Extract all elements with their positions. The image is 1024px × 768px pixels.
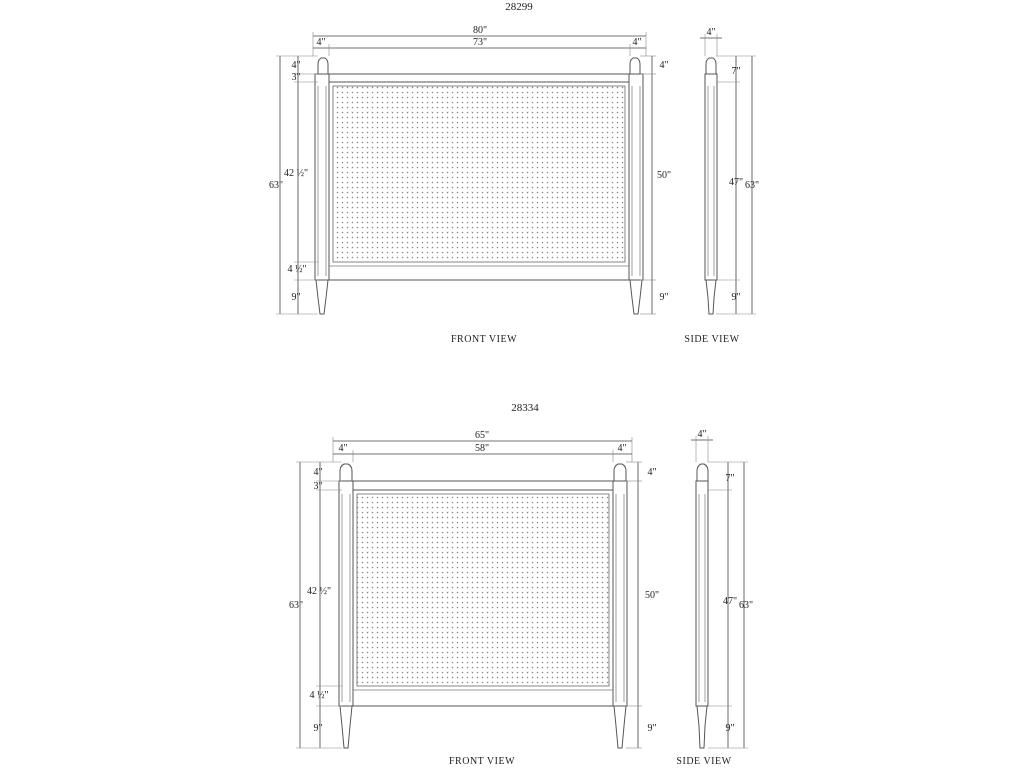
right-leg — [614, 706, 626, 748]
dim-side-depth: 4" — [697, 429, 707, 440]
dim-side-top: 7" — [731, 66, 741, 77]
dim-headboard-height: 50" — [656, 170, 672, 181]
dim-finial: 4" — [313, 467, 323, 478]
left-post — [315, 74, 329, 280]
dim-post-left: 4" — [338, 443, 348, 454]
top-rail — [329, 74, 629, 82]
side-view-label: SIDE VIEW — [684, 334, 740, 345]
cane-panel — [357, 494, 609, 686]
front-view-headboard — [339, 464, 627, 748]
drawing-28334 — [289, 402, 753, 767]
dim-side-middle: 47" — [722, 596, 738, 607]
side-view — [691, 429, 753, 748]
dim-post-right: 4" — [617, 443, 627, 454]
dim-finial-right: 4" — [647, 467, 657, 478]
dim-panel-width: 58" — [474, 443, 490, 454]
dim-headboard-height: 50" — [644, 590, 660, 601]
dim-leg-right: 9" — [659, 292, 669, 303]
dim-side-overall: 63" — [744, 180, 760, 191]
model-number: 28334 — [511, 402, 539, 414]
dim-side-depth: 4" — [706, 27, 716, 38]
side-finial — [706, 58, 716, 74]
dim-overall-height: 63" — [288, 600, 304, 611]
side-post — [696, 481, 708, 706]
dim-leg-right: 9" — [647, 723, 657, 734]
dim-rail: 3" — [291, 72, 301, 83]
dim-side-top: 7" — [725, 473, 735, 484]
dim-panel-height: 42 ½" — [283, 168, 309, 179]
dim-rail: 3" — [313, 481, 323, 492]
front-view-headboard — [315, 58, 643, 314]
dim-leg-left: 9" — [291, 292, 301, 303]
side-view-label: SIDE VIEW — [676, 756, 732, 767]
side-leg — [706, 280, 716, 314]
top-rail — [353, 481, 613, 490]
left-leg — [340, 706, 352, 748]
dim-side-overall: 63" — [738, 600, 754, 611]
dim-bottom-rail: 4 ½" — [287, 264, 307, 275]
dim-leg-left: 9" — [313, 723, 323, 734]
right-finial — [614, 464, 626, 481]
dim-finial: 4" — [291, 60, 301, 71]
dim-post-left: 4" — [316, 37, 326, 48]
left-leg — [316, 280, 328, 314]
dim-side-leg: 9" — [725, 723, 735, 734]
dim-panel-height: 42 ½" — [306, 586, 332, 597]
left-post — [339, 481, 353, 706]
front-view-label: FRONT VIEW — [450, 334, 518, 345]
right-post — [629, 74, 643, 280]
dim-panel-width: 73" — [472, 37, 488, 48]
model-number: 28299 — [505, 1, 533, 13]
dim-bottom-rail: 4 ½" — [309, 690, 329, 701]
side-finial — [697, 464, 708, 481]
cane-panel — [333, 86, 625, 262]
right-post — [613, 481, 627, 706]
drawing-28299 — [269, 1, 759, 345]
side-leg — [697, 706, 707, 748]
dim-side-leg: 9" — [731, 292, 741, 303]
right-leg — [630, 280, 642, 314]
dim-post-right: 4" — [632, 37, 642, 48]
left-finial — [340, 464, 352, 481]
dim-overall-width: 80" — [472, 25, 488, 36]
dim-overall-height: 63" — [268, 180, 284, 191]
right-finial — [630, 58, 640, 74]
front-view-label: FRONT VIEW — [448, 756, 516, 767]
dim-side-middle: 47" — [728, 177, 744, 188]
side-post — [705, 74, 717, 280]
side-view — [700, 27, 759, 314]
left-finial — [318, 58, 328, 74]
dim-finial-right: 4" — [659, 60, 669, 71]
dim-overall-width: 65" — [474, 430, 490, 441]
